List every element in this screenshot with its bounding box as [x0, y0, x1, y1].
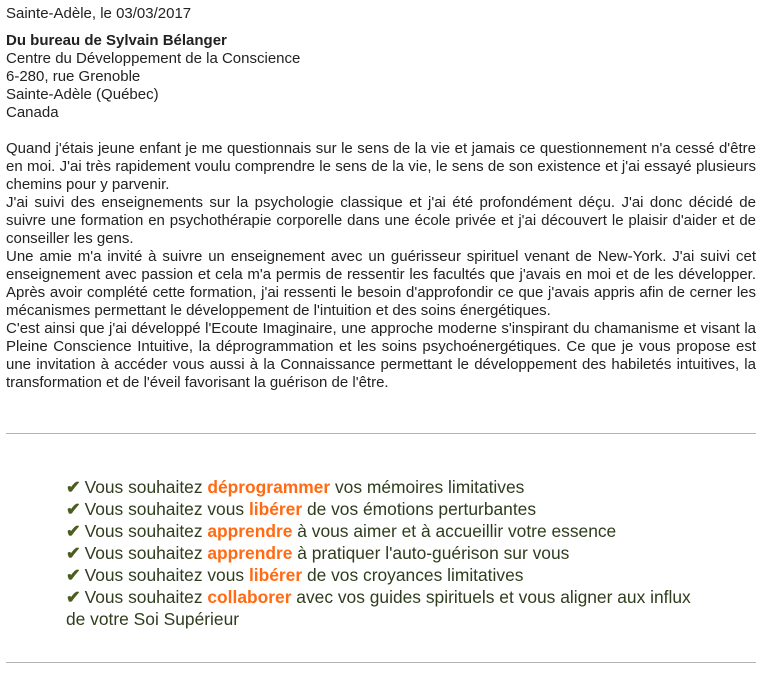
item-text: Vous souhaitez vous — [84, 499, 249, 519]
address-line: Centre du Développement de la Conscience — [6, 50, 301, 67]
address-block — [6, 32, 756, 122]
check-icon: ✔ — [66, 587, 81, 607]
paragraph: C'est ainsi que j'ai développé l'Ecoute Imaginaire, une approche moderne s'inspirant du chamanisme et visant la Pleine Conscience Intuitive, la déprogrammation et les soins psychoénergétiques. Ce que je vous propose est une invitation à accéder vous aussi à la Connaissance permettant le développement des habiletés intuitives, la transformation et de l'éveil favorisant la guérison de l'être. — [6, 320, 756, 391]
list-item — [66, 542, 706, 564]
item-text: de vos croyances limitatives — [302, 565, 524, 585]
list-item — [66, 520, 706, 542]
check-icon: ✔ — [66, 565, 81, 585]
item-text: Vous souhaitez — [84, 543, 208, 563]
letter-body — [6, 140, 756, 392]
item-text: de vos émotions perturbantes — [302, 499, 537, 519]
dateline: Sainte-Adèle, le 03/03/2017 — [6, 5, 192, 22]
list-item — [66, 498, 706, 520]
divider-top — [6, 433, 756, 434]
item-text: vos mémoires limitatives — [330, 477, 525, 497]
item-highlight: apprendre — [207, 543, 293, 563]
item-highlight: apprendre — [207, 521, 293, 541]
letter — [6, 5, 756, 392]
check-icon: ✔ — [66, 521, 81, 541]
address-line: Canada — [6, 104, 59, 121]
item-highlight: déprogrammer — [207, 477, 331, 497]
benefits-list — [66, 476, 706, 630]
item-highlight: libérer — [248, 499, 303, 519]
item-text: à vous aimer et à accueillir votre essence — [292, 521, 617, 541]
check-icon: ✔ — [66, 477, 81, 497]
item-highlight: collaborer — [207, 587, 292, 607]
item-text: Vous souhaitez — [84, 521, 208, 541]
address-line: 6-280, rue Grenoble — [6, 68, 141, 85]
address-line: Sainte-Adèle (Québec) — [6, 86, 159, 103]
item-text: à pratiquer l'auto-guérison sur vous — [292, 543, 570, 563]
item-text: Vous souhaitez — [84, 587, 208, 607]
check-icon: ✔ — [66, 499, 81, 519]
item-text: Vous souhaitez — [84, 477, 208, 497]
item-text: avec vos guides spirituels et vous aligner aux influx de votre Soi Supérieur — [66, 587, 691, 629]
list-item — [66, 564, 706, 586]
paragraph: J'ai suivi des enseignements sur la psychologie classique et j'ai été profondément déçu. J'ai donc décidé de suivre une formation en psychothérapie corporelle dans une école privée et j'ai découvert le plaisir d'aider et de conseiller les gens. — [6, 194, 756, 247]
item-highlight: libérer — [248, 565, 303, 585]
paragraph: Une amie m'a invité à suivre un enseignement avec un guérisseur spirituel venant de New-York. J'ai suivi cet enseignement avec passion et cela m'a permis de ressentir les facultés que j'avais en moi et de les développer. Après avoir complété cette formation, j'ai ressenti le besoin d'approfondir ce que j'avais appris afin de cerner les mécanismes permettant le développement de l'intuition et des soins énergétiques. — [6, 248, 756, 319]
sender-name: Du bureau de Sylvain Bélanger — [6, 32, 227, 49]
paragraph: Quand j'étais jeune enfant je me questionnais sur le sens de la vie et jamais ce questionnement n'a cessé d'être en moi. J'ai très rapidement voulu comprendre le sens de la vie, le sens de son existence et j'ai essayé plusieurs chemins pour y parvenir. — [6, 140, 756, 193]
item-text: Vous souhaitez vous — [84, 565, 249, 585]
list-item — [66, 586, 706, 630]
divider-bottom — [6, 662, 756, 663]
list-item — [66, 476, 706, 498]
check-icon: ✔ — [66, 543, 81, 563]
